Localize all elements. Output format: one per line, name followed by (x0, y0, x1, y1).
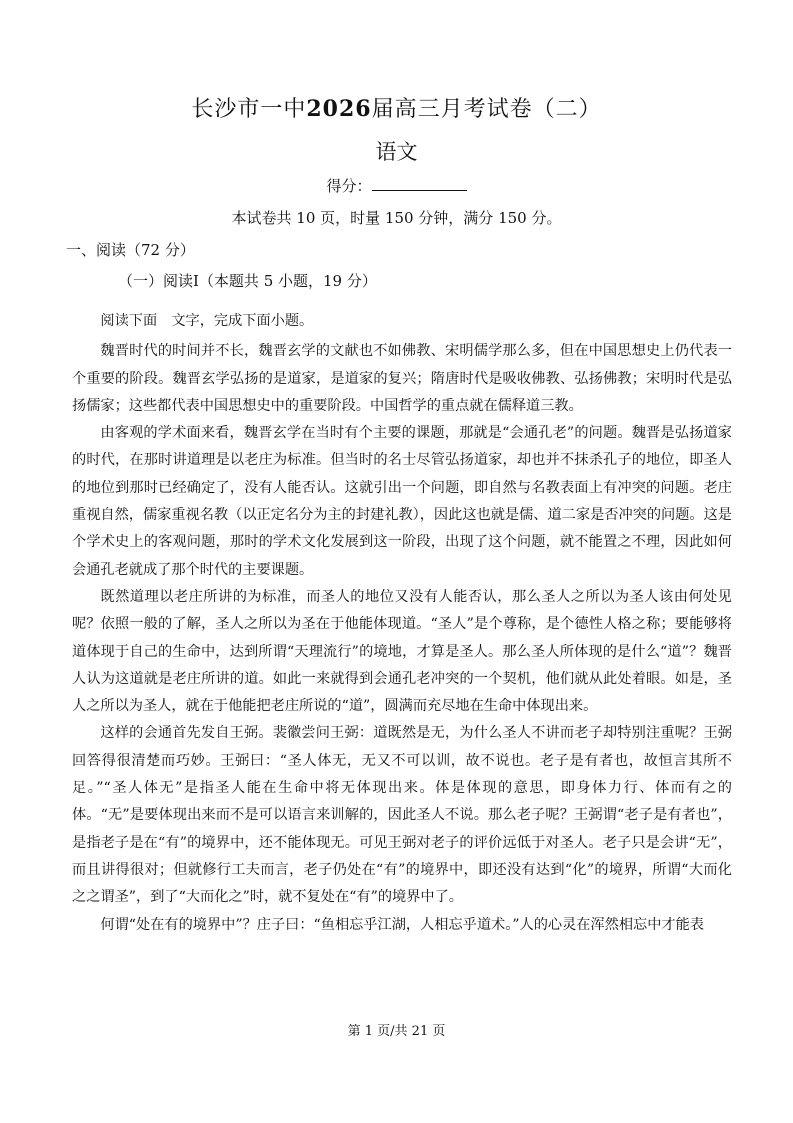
instruction-text: 阅读下面 文字，完成下面小题。 (100, 313, 314, 329)
exam-title (0, 92, 793, 127)
title-prefix: 长沙市一中 (191, 97, 307, 122)
score-line (0, 174, 793, 198)
exam-info: 本试卷共 10 页，时量 150 分钟，满分 150 分。 (231, 209, 562, 227)
score-label: 得分： (326, 177, 372, 195)
title-year: 2026 (306, 96, 372, 122)
passage-paragraph: 这样的会通首先发自王弼。裴徽尝问王弼：道既然是无，为什么圣人不讲而老子却特别注重呢？王弼回答得很清楚而巧妙。王弼曰：“圣人体无，无又不可以训，故不说也。老子是有者也，故恒言其所不足。”“圣人体无”是指圣人能在生命中将无体现出来。体是体现的意思，即身体力行、体而有之的体。“无”是要体现出来而不是可以语言来训解的，因此圣人不说。那么老子呢？王弼谓“老子是有者也”，是指老子是在“有”的境界中，还不能体现无。可见王弼对老子的评价远低于对圣人。老子只是会讲“无”，而且讲得很对；但就修行工夫而言，老子仍处在“有”的境界中，即还没有达到“化”的境界，所谓“大而化之之谓圣”，到了“大而化之”时，就不复处在“有”的境界中了。 (72, 725, 732, 906)
section-heading-part1: 一、阅读（72 分） (66, 241, 195, 259)
subject-heading: 语文 (375, 140, 418, 164)
reading-passage (72, 308, 732, 939)
passage-paragraph: 由客观的学术面来看，魏晋玄学在当时有个主要的课题，那就是“会通孔老”的问题。魏晋是弘扬道家的时代，在那时讲道理是以老庄为标准。但当时的名士尽管弘扬道家，却也并不抹杀孔子的地位，即圣人的地位到那时已经确定了，没有人能否认。这就引出一个问题，即自然与名教表面上有冲突的问题。老庄重视自然，儒家重视名教（以正定名分为主的封建礼教），因此这也就是儒、道二家是否冲突的问题。这是个学术史上的客观问题，那时的学术文化发展到这一阶段，出现了这个问题，就不能置之不理，因此如何会通孔老就成了那个时代的主要课题。 (72, 425, 732, 578)
section-heading-reading1: （一）阅读Ⅰ（本题共 5 小题，19 分） (118, 272, 377, 290)
title-suffix: 届高三月考试卷（二） (371, 97, 602, 122)
passage-paragraph: 魏晋时代的时间并不长，魏晋玄学的文献也不如佛教、宋明儒学那么多，但在中国思想史上仍代表一个重要的阶段。魏晋玄学弘扬的是道家，是道家的复兴；隋唐时代是吸收佛教、弘扬佛教；宋明时代是弘扬儒家；这些都代表中国思想史中的重要阶段。中国哲学的重点就在儒释道三教。 (72, 343, 732, 414)
page-footer: 第 1 页/共 21 页 (347, 1024, 446, 1039)
score-blank[interactable] (372, 174, 467, 191)
passage-paragraph: 既然道理以老庄所讲的为标准，而圣人的地位又没有人能否认，那么圣人之所以为圣人该由何处见呢？依照一般的了解，圣人之所以为圣在于他能体现道。“圣人”是个尊称，是个德性人格之称；要能够将道体现于自己的生命中，达到所谓“天理流行”的境地，才算是圣人。那么圣人所体现的是什么“道”？魏晋人认为这道就是老庄所讲的道。如此一来就得到会通孔老冲突的一个契机，他们就从此处着眼。如是，圣人之所以为圣人，就在于他能把老庄所说的“道”，圆满而充尽地在生命中体现出来。 (72, 588, 732, 715)
passage-paragraph: 何谓“处在有的境界中”？庄子曰：“鱼相忘乎江湖，人相忘乎道术。”人的心灵在浑然相忘中才能表 (100, 916, 704, 933)
